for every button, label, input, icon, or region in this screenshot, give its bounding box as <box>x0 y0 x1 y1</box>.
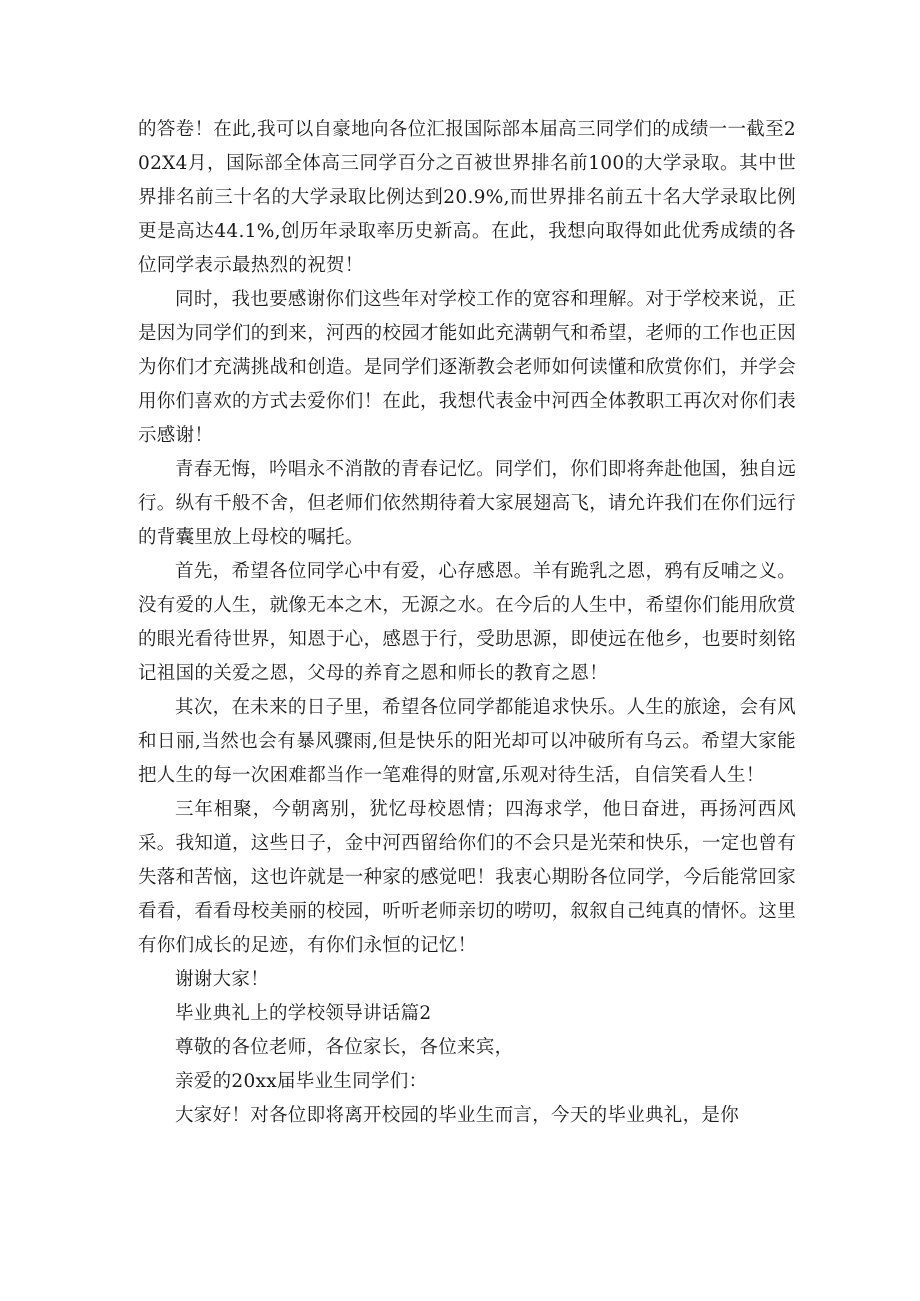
salutation-guests: 尊敬的各位老师，各位家长，各位来宾， <box>175 1037 514 1058</box>
section-title: 毕业典礼上的学校领导讲话篇2 <box>175 1003 432 1024</box>
paragraph-gratitude: 同时，我也要感谢你们这些年对学校工作的宽容和理解。对于学校来说，正是因为同学们的到来，河西的校园才能如此充满朝气和希望，老师的工作也正因为你们才充满挑战和创造。是同学们逐渐教会老师如何读懂和欣赏你们，并学会用你们喜欢的方式去爱你们！在此，我想代表金中河西全体教职工再次对你们表示感谢！ <box>138 289 797 446</box>
paragraph-farewell: 三年相聚，今朝离别，犹忆母校恩情；四海求学，他日奋进，再扬河西风采。我知道，这些日子，金中河西留给你们的不会只是光荣和快乐，一定也曾有失落和苦恼，这也许就是一种家的感觉吧！我衷心期盼各位同学，今后能常回家看看，看看母校美丽的校园，听听老师亲切的唠叨，叙叙自己纯真的情怀。这里有你们成长的足迹，有你们永恒的记忆！ <box>138 799 797 956</box>
paragraph-second-wish: 其次，在未来的日子里，希望各位同学都能追求快乐。人生的旅途，会有风和日丽,当然也会有暴风骤雨,但是快乐的阳光却可以冲破所有乌云。希望大家能把人生的每一次困难都当作一笔难得的财富,乐观对待生活，自信笑看人生！ <box>138 697 796 786</box>
paragraph-youth: 青春无悔，吟唱永不消散的青春记忆。同学们，你们即将奔赴他国，独自远行。纵有千般不舍，但老师们依然期待着大家展翅高飞，请允许我们在你们远行的背囊里放上母校的嘱托。 <box>138 459 797 548</box>
opening-line: 大家好！对各位即将离开校园的毕业生而言，今天的毕业典礼，是你 <box>175 1105 740 1126</box>
paragraph-first-wish: 首先，希望各位同学心中有爱，心存感恩。羊有跪乳之恩，鸦有反哺之义。没有爱的人生，就像无本之木，无源之水。在今后的人生中，希望你们能用欣赏的眼光看待世界，知恩于心，感恩于行，受助思源，即使远在他乡，也要时刻铭记祖国的关爱之恩，父母的养育之恩和师长的教育之恩！ <box>138 561 797 684</box>
salutation-graduates: 亲爱的20xx届毕业生同学们： <box>175 1071 428 1092</box>
paragraph-results: 的答卷！在此,我可以自豪地向各位汇报国际部本届高三同学们的成绩一一截至202X4月，国际部全体高三同学百分之百被世界排名前100的大学录取。其中世界排名前三十名的大学录取比例达到20.9%,而世界排名前五十名大学录取比例更是高达44.1%,创历年录取率历史新高。在此，我想向取得如此优秀成绩的各位同学表示最热烈的祝贺！ <box>138 119 796 276</box>
document-body <box>138 113 796 1133</box>
closing-thanks: 谢谢大家！ <box>175 969 270 990</box>
